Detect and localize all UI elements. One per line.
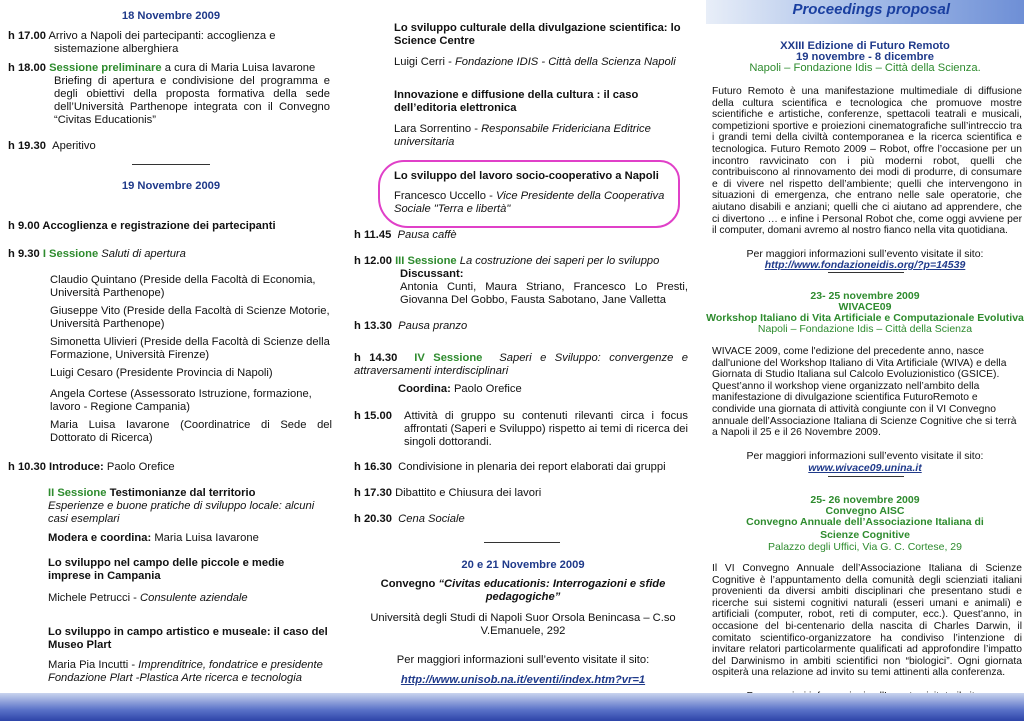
e3-name: Convegno AISC xyxy=(825,505,905,517)
s3-sub: La costruzione dei saperi per lo sviluppo xyxy=(459,255,660,267)
session1-header xyxy=(8,248,186,261)
talk1-name: Michele Petrucci xyxy=(48,592,131,604)
e2-desc: WIVACE 2009, come l'edizione del precedente anno, nasce dall'unione del Workshop Italiano di Vita Artificiale (WIVA) e della Giornata di Studio Italiana sul Calcolo Evoluzionistico (GSICE). Quest’anno il workshop viene organizzato nell’ambito della manifestazione di divulgazione scientifica FuturoRemoto e condivide una giornata di attività congiunte con il VI Convegno annuale dell’Associazione Italiana di Scienze Cognitive che si terrà a Napoli il 25 e il 26 Novembre 2009. xyxy=(712,346,1017,439)
conv-label: Convegno xyxy=(380,578,436,590)
pausa2-item xyxy=(354,320,467,333)
e3-title: Convegno Annuale dell’Associazione Italiana di Scienze Cognitive xyxy=(746,516,984,541)
s2-label: II Sessione xyxy=(48,487,107,499)
speaker-item: Maria Luisa Iavarone (Coordinatrice di Sede del Dottorato di Ricerca) xyxy=(50,419,332,444)
conv-more-info: Per maggiori informazioni sull’evento visitate il sito: xyxy=(396,654,650,666)
pausa2-time: h 13.30 xyxy=(354,320,392,332)
e3-dates: 25- 26 novembre 2009 xyxy=(810,494,920,506)
speaker-item: Simonetta Ulivieri (Preside della Facoltà di Scienze della Formazione, Università Firenze) xyxy=(50,336,330,361)
e1-desc: Futuro Remoto è una manifestazione multimediale di diffusione della cultura scientifica e tecnologica che promuove mostre scientifiche e artistiche, conferenze, spettacoli teatrali e musicali, competizioni sportive e proiezioni cinematografiche sull’intreccio tra i grandi temi della civiltà contemporanea e la ricerca scientifica e tecnologica. Futuro Remoto 2009 – Robot, offre l’occasione per un incontro ravvicinato con i più moderni robot, quelli che contribuiscono al rinnovamento dei modi di produrre, di consumare e di vivere nel rispetto dell’ambiente; quelli che intervengono in situazioni di emergenza, che entrano nelle sale operatorie, che aiutano disabili e anziani; quelli che ci aiutano ad apprendere, che ci divertono … e infine i Personal Robot che, come oggi avviene per il computer, domani avremo al nostro fianco nella vita quotidiana. xyxy=(712,86,1022,237)
aperitivo-item xyxy=(8,140,96,153)
e2-name: WIVACE09 xyxy=(838,301,892,313)
s4-coord xyxy=(398,383,522,396)
conv-title: “Civitas educationis: Interrogazioni e sfide pedagogiche” xyxy=(438,578,666,603)
speaker-item: Angela Cortese (Assessorato Istruzione, formazione, lavoro - Regione Campania) xyxy=(50,388,312,413)
s2-mod-label: Modera e coordina: xyxy=(48,532,152,544)
prelim-text: a cura di Maria Luisa Iavarone xyxy=(164,62,316,74)
s2-title: Testimonianze dal territorio xyxy=(109,487,256,499)
bottom-band xyxy=(0,693,1024,721)
speaker-list xyxy=(50,274,332,445)
plen-text: Condivisione in plenaria dei report elaborati dai gruppi xyxy=(398,461,666,473)
talk2-role: Imprenditrice, fondatrice e presidente Fondazione Plart -Plastica Arte ricerca e tecnologia xyxy=(48,659,323,684)
aperitivo-time: h 19.30 xyxy=(8,140,46,152)
talk1-speaker: Michele Petrucci - Consulente aziendale xyxy=(48,592,248,604)
g-time: h 15.00 xyxy=(354,410,392,422)
date-heading-18: 18 Novembre 2009 xyxy=(121,10,221,22)
intro-item xyxy=(8,461,175,474)
e1-title: XXIII Edizione di Futuro Remoto xyxy=(780,40,950,52)
e1-link[interactable]: http://www.fondazioneidis.org/?p=14539 xyxy=(764,259,966,271)
talk2-name: Maria Pia Incutti xyxy=(48,659,129,671)
proceedings-banner xyxy=(706,0,1024,24)
talk5-name: Francesco Uccello xyxy=(394,190,487,202)
conv-link[interactable]: http://www.unisob.na.it/eventi/index.htm?vr=1 xyxy=(400,674,646,686)
plen-time: h 16.30 xyxy=(354,461,392,473)
s2-moderator xyxy=(48,532,259,545)
s1-time: h 9.30 xyxy=(8,248,40,260)
talk3-speaker: Luigi Cerri - Fondazione IDIS - Città della Scienza Napoli xyxy=(394,56,676,68)
divider-line xyxy=(484,542,560,543)
e3-place: Palazzo degli Uffici, Via G. C. Cortese, 29 xyxy=(768,541,962,553)
session4-header xyxy=(354,352,688,378)
e2-more: Per maggiori informazioni sull’evento visitate il sito: xyxy=(746,450,984,462)
e2-place: Napoli – Fondazione Idis – Città della Scienza xyxy=(757,323,973,335)
g-text: Attività di gruppo su contenuti rilevanti circa i focus affrontati (Saperi e Sviluppo) rispetto ai temi di ricerca dei singoli dottorandi. xyxy=(404,410,688,448)
cena-time: h 20.30 xyxy=(354,513,392,525)
talk3-name: Luigi Cerri xyxy=(394,56,445,68)
talk4-title: Innovazione e diffusione della cultura : il caso dell’editoria elettronica xyxy=(394,89,639,114)
pausa1-item xyxy=(354,229,457,242)
talk4-role: Responsabile Fridericiana Editrice universitaria xyxy=(394,123,651,148)
s4-coord-name: Paolo Orefice xyxy=(453,383,522,395)
s3-label: III Sessione xyxy=(395,255,457,267)
talk3-title: Lo sviluppo culturale della divulgazione scientifica: lo Science Centre xyxy=(394,22,681,47)
s4-sub: Saperi e Sviluppo: convergenze e attraversamenti interdisciplinari xyxy=(354,352,688,377)
s3-discussants: Antonia Cunti, Maura Striano, Francesco Lo Presti, Giovanna Del Gobbo, Fausta Sabotano, Jane Valletta xyxy=(400,281,688,306)
e2-title: Workshop Italiano di Vita Artificiale e Computazionale Evolutiva xyxy=(706,312,1024,324)
date-heading-19: 19 Novembre 2009 xyxy=(121,180,221,192)
e1-dates: 19 novembre - 8 dicembre xyxy=(795,51,935,63)
arrivo-text2: sistemazione alberghiera xyxy=(54,43,179,55)
arrivo-time: h 17.00 xyxy=(8,30,46,42)
talk3-role: Fondazione IDIS - Città della Scienza Napoli xyxy=(454,56,676,68)
intro-label: h 10.30 Introduce: xyxy=(8,461,104,473)
speaker-item: Claudio Quintano (Preside della Facoltà di Economia, Università Parthenope) xyxy=(50,274,316,299)
talk1-title: Lo sviluppo nel campo delle piccole e medie imprese in Campania xyxy=(48,557,285,582)
talk2-speaker: Maria Pia Incutti - Imprenditrice, fondatrice e presidente Fondazione Plart -Plastica Arte ricerca e tecnologia xyxy=(48,659,323,684)
e1-link-wrap xyxy=(706,259,1024,272)
session3-header xyxy=(354,255,692,268)
e1-place: Napoli – Fondazione Idis – Città della Scienza. xyxy=(749,62,981,74)
prelim-time: h 18.00 xyxy=(8,62,46,74)
dibattito-item xyxy=(354,487,541,500)
speaker-item: Giuseppe Vito (Preside della Facoltà di Scienze Motorie, Università Parthenope) xyxy=(50,305,330,330)
s2-mod-name: Maria Luisa Iavarone xyxy=(154,532,259,544)
talk4-name: Lara Sorrentino xyxy=(394,123,472,135)
aperitivo-text: Aperitivo xyxy=(52,140,96,152)
prelim-label: Sessione preliminare xyxy=(49,62,162,74)
s4-coord-label: Coordina: xyxy=(398,383,451,395)
divider-line xyxy=(132,164,210,165)
s2-sub: Esperienze e buone pratiche di sviluppo locale: alcuni casi esemplari xyxy=(48,500,315,525)
cena-text: Cena Sociale xyxy=(398,513,465,525)
divider-line xyxy=(828,272,904,273)
s3-time: h 12.00 xyxy=(354,255,392,267)
dib-text: Dibattito e Chiusura dei lavori xyxy=(395,487,542,499)
date-heading-20-21: 20 e 21 Novembre 2009 xyxy=(461,559,585,571)
prelim-desc: Briefing di apertura e condivisione del programma e degli obiettivi della proposta formativa della sede dell’Università Parthenope integrata con il Convegno “Civitas Educationis” xyxy=(54,75,330,126)
s3-disc-label: Discussant: xyxy=(400,268,464,280)
talk2-title: Lo sviluppo in campo artistico e museale: il caso del Museo Plart xyxy=(48,626,328,651)
e3-desc: Il VI Convegno Annuale dell’Associazione Italiana di Scienze Cognitive è l’appuntamento della comunità degli scienziati italiani provenienti da diversi ambiti disciplinari che presentano studi e ricerche sui sistemi cognitivi naturali (esseri umani e animali) e artificiali (computer, robot, reti di computer, ecc.). Quest’anno, in occasione del bi-centenario della nascita di Charles Darwin, il comitato scientifico-organizzatore ha condiviso l’intenzione di invitare relatori particolarmente qualificati ad approfondire l’impatto del Darwinismo in ambiti scientifici non “biologici”. Ogni giornata ospiterà una relazione ad invito su temi attinenti alla conferenza. xyxy=(712,563,1022,679)
highlight-circle xyxy=(378,160,680,228)
s4-time: h 14.30 xyxy=(354,352,398,364)
e2-link-wrap xyxy=(706,462,1024,475)
pausa1-text: Pausa caffè xyxy=(397,229,457,241)
convegno-heading xyxy=(364,578,682,604)
s1-label: I Sessione xyxy=(42,248,99,260)
plenaria-item xyxy=(354,461,666,474)
s1-sub: Saluti di apertura xyxy=(101,248,186,260)
talk5-title: Lo sviluppo del lavoro socio-cooperativo a Napoli xyxy=(394,170,659,182)
talk5-role: Vice Presidente della Cooperativa Sociale "Terra e libertà" xyxy=(394,190,665,215)
divider-line xyxy=(828,476,904,477)
arrivo-item xyxy=(8,30,330,43)
conv-link-wrap xyxy=(354,674,692,687)
session2-block xyxy=(48,487,332,526)
talk4-speaker: Lara Sorrentino - Responsabile Fridericiana Editrice universitaria xyxy=(394,123,651,148)
intro-name: Paolo Orefice xyxy=(106,461,175,473)
talk1-role: Consulente aziendale xyxy=(140,592,248,604)
banner-title: Proceedings proposal xyxy=(792,1,950,18)
cena-item xyxy=(354,513,465,526)
s4-label: IV Sessione xyxy=(414,352,483,364)
pausa1-time: h 11.45 xyxy=(354,229,392,241)
dib-time: h 17.30 xyxy=(354,487,392,499)
speaker-item: Luigi Cesaro (Presidente Provincia di Napoli) xyxy=(50,367,273,379)
pausa2-text: Pausa pranzo xyxy=(398,320,468,332)
e2-dates: 23- 25 novembre 2009 xyxy=(810,290,920,302)
talk5-speaker: Francesco Uccello - Vice Presidente della Cooperativa Sociale "Terra e libertà" xyxy=(394,190,665,215)
e1-more: Per maggiori informazioni sull’evento visitate il sito: xyxy=(746,248,984,260)
accoglienza-item: h 9.00 Accoglienza e registrazione dei partecipanti xyxy=(8,220,276,232)
conv-place: Università degli Studi di Napoli Suor Orsola Benincasa – C.so V.Emanuele, 292 xyxy=(370,612,676,637)
e2-link[interactable]: www.wivace09.unina.it xyxy=(808,462,922,474)
arrivo-text: Arrivo a Napoli dei partecipanti: accoglienza e xyxy=(48,30,276,42)
prelim-item xyxy=(8,62,330,75)
